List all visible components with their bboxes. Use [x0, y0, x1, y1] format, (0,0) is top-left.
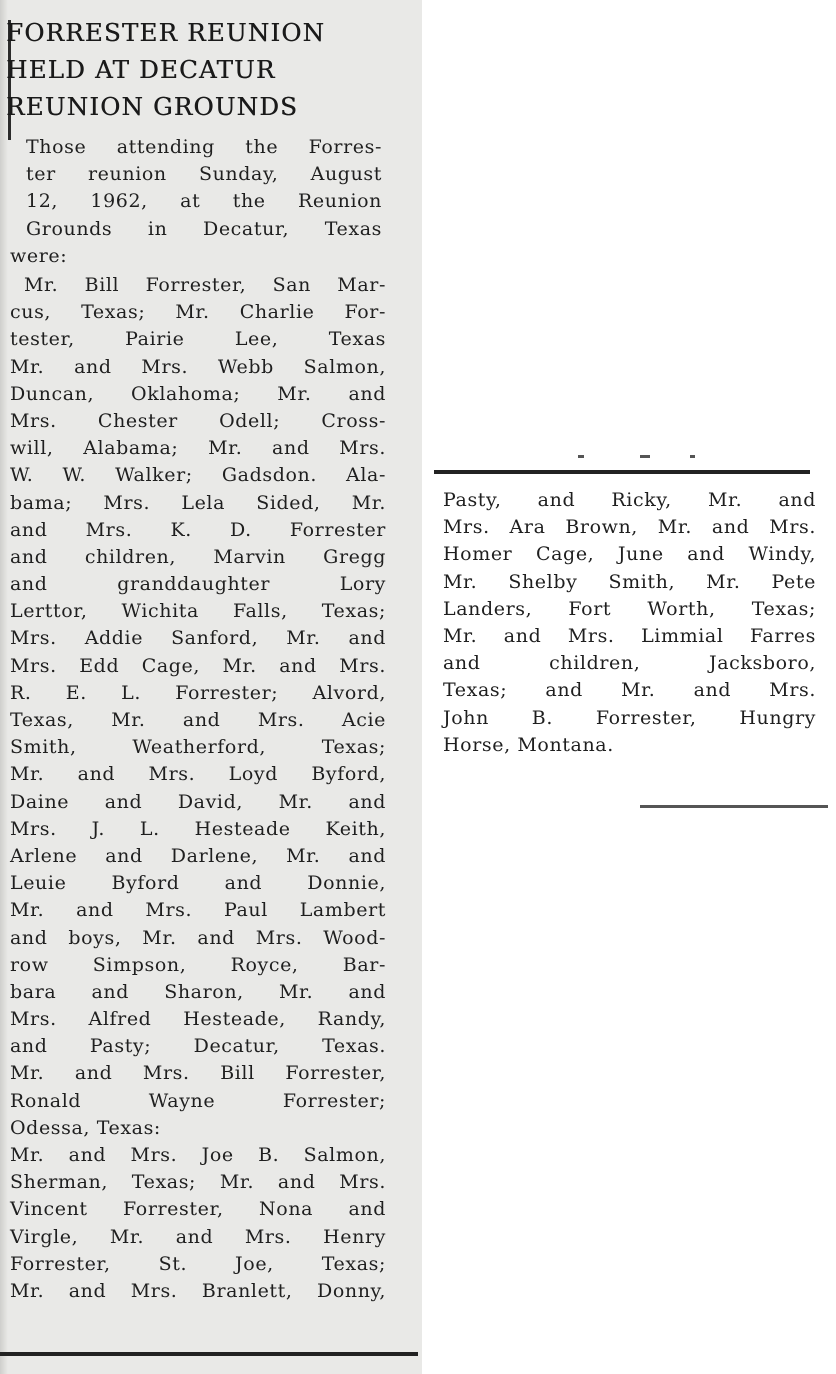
column-end-rule: [640, 805, 828, 808]
text-line: Mr. and Mrs. Limmial Farres: [443, 624, 816, 647]
text-line: will, Alabama; Mr. and Mrs.: [10, 437, 386, 460]
print-speck: [578, 455, 584, 458]
text-line: ter reunion Sunday, August: [26, 163, 382, 186]
text-line: Mr. and Mrs. Bill Forrester,: [10, 1062, 386, 1085]
text-line: Pasty, and Ricky, Mr. and: [443, 489, 816, 511]
text-line: Mr. and Mrs. Webb Salmon,: [10, 355, 386, 378]
text-line: tester, Pairie Lee, Texas: [10, 328, 386, 351]
text-line: Homer Cage, June and Windy,: [443, 543, 816, 566]
text-line: cus, Texas; Mr. Charlie For-: [10, 301, 386, 324]
headline-line: FORRESTER REUNION: [6, 18, 326, 47]
text-line: Horse, Montana.: [443, 733, 614, 756]
article-headline: [6, 14, 418, 125]
text-line: row Simpson, Royce, Bar-: [10, 953, 386, 976]
text-line: Mrs. J. L. Hesteade Keith,: [10, 817, 386, 840]
text-line: Grounds in Decatur, Texas: [26, 217, 382, 240]
text-line: Mr. and Mrs. Paul Lambert: [10, 899, 386, 922]
text-line: Mr. and Mrs. Joe B. Salmon,: [10, 1144, 386, 1166]
text-line: Smith, Weatherford, Texas;: [10, 736, 386, 759]
article-intro: [10, 134, 382, 270]
text-line: Mrs. Chester Odell; Cross-: [10, 409, 386, 432]
text-line: Odessa, Texas:: [10, 1116, 161, 1139]
article-column-1: [10, 272, 386, 1305]
text-line: Vincent Forrester, Nona and: [10, 1198, 386, 1221]
text-line: and children, Jacksboro,: [443, 652, 816, 675]
text-line: bama; Mrs. Lela Sided, Mr.: [10, 491, 386, 514]
text-line: Forrester, St. Joe, Texas;: [10, 1252, 386, 1275]
text-line: Ronald Wayne Forrester;: [10, 1089, 386, 1112]
text-line: and boys, Mr. and Mrs. Wood-: [10, 926, 386, 949]
headline-line: REUNION GROUNDS: [6, 92, 299, 121]
text-line: Mrs. Ara Brown, Mr. and Mrs.: [443, 516, 816, 539]
text-line: Texas, Mr. and Mrs. Acie: [10, 709, 386, 731]
text-line: Leuie Byford and Donnie,: [10, 872, 386, 895]
text-line: Texas; and Mr. and Mrs.: [443, 679, 816, 702]
text-line: John B. Forrester, Hungry: [443, 706, 816, 729]
article-column-2: [443, 487, 816, 759]
print-speck: [640, 455, 650, 458]
text-line: Arlene and Darlene, Mr. and: [10, 844, 386, 867]
clipping-edge-shadow: [0, 0, 8, 1374]
print-speck: [690, 455, 695, 458]
text-line: Mrs. Edd Cage, Mr. and Mrs.: [10, 654, 386, 677]
column-end-rule: [0, 1352, 418, 1356]
headline-line: HELD AT DECATUR: [6, 55, 276, 84]
text-line: Mrs. Addie Sanford, Mr. and: [10, 627, 386, 650]
text-line: Mr. and Mrs. Loyd Byford,: [10, 763, 386, 786]
text-line: 12, 1962, at the Reunion: [26, 190, 382, 213]
text-line: bara and Sharon, Mr. and: [10, 980, 386, 1003]
text-line: Virgle, Mr. and Mrs. Henry: [10, 1225, 386, 1248]
text-line: and granddaughter Lory: [10, 573, 386, 596]
text-line: Those attending the Forres-: [26, 136, 382, 158]
text-line: and Mrs. K. D. Forrester: [10, 518, 386, 541]
text-line: W. W. Walker; Gadsdon. Ala-: [10, 464, 386, 487]
text-line: and children, Marvin Gregg: [10, 545, 386, 568]
text-line: Sherman, Texas; Mr. and Mrs.: [10, 1171, 386, 1194]
column-top-rule: [434, 470, 810, 474]
text-line: Mrs. Alfred Hesteade, Randy,: [10, 1008, 386, 1031]
text-line: Mr. Bill Forrester, San Mar-: [24, 274, 386, 296]
text-line: Lerttor, Wichita Falls, Texas;: [10, 600, 386, 623]
text-line: Daine and David, Mr. and: [10, 790, 386, 813]
text-line: R. E. L. Forrester; Alvord,: [10, 681, 386, 704]
text-line: and Pasty; Decatur, Texas.: [10, 1035, 386, 1058]
text-line: were:: [10, 244, 68, 267]
text-line: Landers, Fort Worth, Texas;: [443, 597, 816, 620]
text-line: Duncan, Oklahoma; Mr. and: [10, 382, 386, 405]
text-line: Mr. Shelby Smith, Mr. Pete: [443, 570, 816, 593]
text-line: Mr. and Mrs. Branlett, Donny,: [10, 1279, 386, 1302]
